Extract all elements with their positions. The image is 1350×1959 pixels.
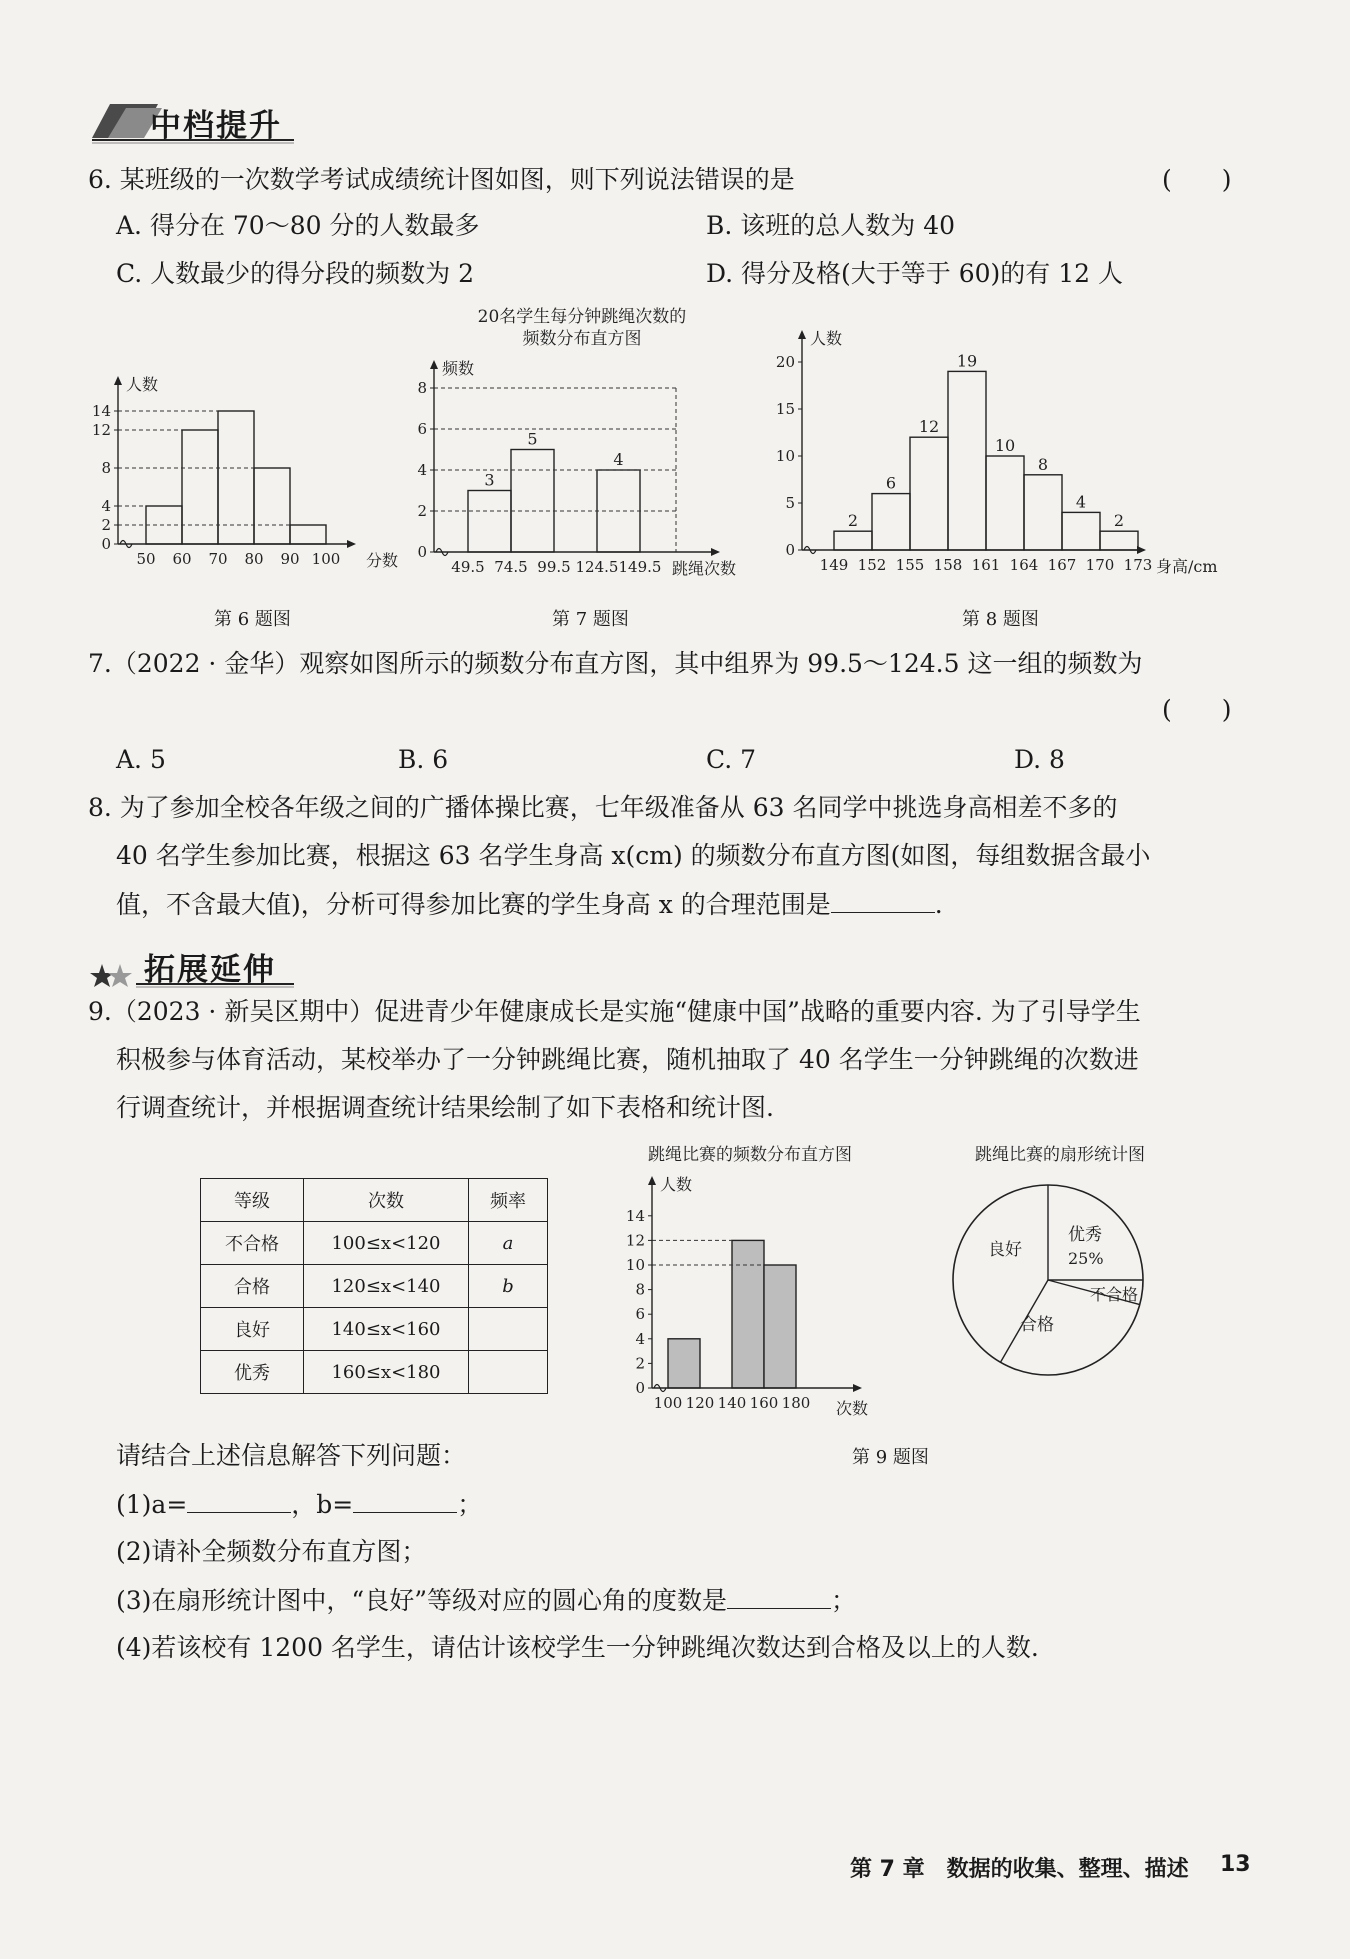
q8-answer-blank[interactable]	[831, 888, 935, 913]
y-tick-label: 5	[785, 494, 795, 512]
q8-line2: 40 名学生参加比赛，根据这 63 名学生身高 x(cm) 的频数分布直方图(如图，每组数据含最小	[116, 841, 1151, 870]
pie-slice-label: 不合格	[1090, 1285, 1139, 1304]
q6-option-a: A. 得分在 70～80 分的人数最多	[116, 211, 480, 240]
x-tick-label: 149	[819, 556, 849, 574]
y-tick-label: 0	[101, 535, 111, 553]
fig9-caption: 第 9 题图	[852, 1447, 929, 1468]
table-cell: 合格	[201, 1265, 304, 1308]
table-cell: 160≤x<180	[304, 1351, 469, 1394]
x-axis-label: 身高/cm	[1156, 557, 1218, 576]
bar-data-label: 8	[1037, 454, 1049, 474]
q9-answer-b-blank[interactable]	[353, 1488, 457, 1513]
section-header-ext	[88, 942, 298, 986]
fig7-histogram	[412, 306, 762, 588]
q6-answer-paren: ( )	[1162, 165, 1232, 194]
bar-data-label: 4	[613, 450, 624, 469]
table-row	[201, 1265, 548, 1308]
bar-data-label: 12	[918, 417, 940, 437]
x-tick-label: 180	[781, 1394, 811, 1412]
section-title-mid: 中档提升	[150, 108, 282, 144]
histogram-bar	[764, 1265, 796, 1388]
q9-part3-text: (3)在扇形统计图中，“良好”等级对应的圆心角的度数是	[116, 1586, 727, 1615]
x-tick-label: 167	[1047, 556, 1077, 574]
fig6-caption: 第 6 题图	[214, 609, 291, 630]
y-axis-label: 人数	[810, 329, 843, 348]
bar-data-label: 19	[956, 351, 978, 371]
bar-data-label: 2	[1113, 511, 1125, 531]
q8-line3-text: 值，不含最大值)，分析可得参加比赛的学生身高 x 的合理范围是	[116, 890, 831, 919]
y-tick-label: 4	[417, 461, 427, 479]
table-cell	[469, 1308, 548, 1351]
fig8-histogram	[764, 320, 1244, 588]
y-tick-label: 0	[417, 543, 427, 561]
histogram-bar	[1062, 512, 1100, 550]
bar-data-label: 3	[484, 470, 495, 490]
table-row	[201, 1351, 548, 1394]
q7-stem: 7.（2022 · 金华）观察如图所示的频数分布直方图，其中组界为 99.5～124.5 这一组的频数为	[88, 649, 1143, 678]
table-row	[201, 1308, 548, 1351]
y-tick-label: 4	[101, 497, 111, 515]
y-tick-label: 0	[785, 541, 795, 559]
y-tick-label: 6	[417, 420, 427, 438]
histogram-bar	[834, 531, 872, 550]
x-tick-label: 170	[1085, 556, 1115, 574]
axis-arrow-icon	[430, 360, 438, 369]
y-tick-label: 8	[101, 459, 111, 477]
footer-page-number: 13	[1220, 1852, 1251, 1877]
q6-option-b: B. 该班的总人数为 40	[706, 211, 956, 240]
q9-part1-b-label: ，b=	[291, 1490, 354, 1519]
bar-data-label: 10	[994, 436, 1016, 455]
q9-grade-table	[200, 1178, 548, 1394]
x-tick-label: 90	[280, 550, 300, 568]
fig9-histogram	[610, 1140, 900, 1420]
q9-answer-a-blank[interactable]	[187, 1488, 291, 1513]
q9-line3: 行调查统计，并根据调查统计结果绘制了如下表格和统计图.	[116, 1093, 774, 1122]
fig6-histogram	[91, 368, 426, 588]
q7-option-d: D. 8	[1014, 745, 1065, 774]
table-cell: a	[469, 1222, 548, 1265]
histogram-bar	[511, 450, 554, 553]
x-tick-label: 49.5	[451, 558, 485, 576]
table-cell: 良好	[201, 1308, 304, 1351]
y-tick-label: 4	[635, 1329, 645, 1348]
histogram-bar	[910, 437, 948, 550]
histogram-bar	[218, 411, 254, 544]
y-tick-label: 14	[91, 402, 111, 420]
q6-option-c: C. 人数最少的得分段的频数为 2	[116, 259, 474, 288]
x-tick-label: 124.5	[575, 558, 619, 576]
x-tick-label: 99.5	[537, 558, 571, 576]
table-cell: b	[469, 1265, 548, 1308]
bar-data-label: 2	[847, 511, 859, 531]
axis-arrow-icon	[1137, 546, 1146, 554]
histogram-bar	[290, 525, 326, 544]
bar-data-label: 5	[527, 429, 538, 449]
x-axis-label: 次数	[836, 1399, 869, 1418]
y-tick-label: 2	[635, 1354, 645, 1373]
q9-part4: (4)若该校有 1200 名学生，请估计该校学生一分钟跳绳次数达到合格及以上的人数.	[116, 1633, 1039, 1662]
x-tick-label: 140	[717, 1394, 747, 1412]
q7-option-b: B. 6	[398, 745, 449, 774]
x-tick-label: 149.5	[618, 558, 662, 576]
q9-prompt: 请结合上述信息解答下列问题：	[116, 1441, 467, 1470]
y-tick-label: 6	[635, 1305, 645, 1324]
footer-chapter: 第 7 章 数据的收集、整理、描述	[850, 1857, 1189, 1882]
table-cell: 优秀	[201, 1351, 304, 1394]
x-tick-label: 155	[895, 556, 925, 574]
table-header-cell: 等级	[201, 1179, 304, 1222]
y-tick-label: 15	[775, 400, 795, 418]
bar-data-label: 6	[885, 473, 897, 493]
section-header-mid	[88, 98, 298, 142]
histogram-bar	[872, 494, 910, 550]
table-cell: 不合格	[201, 1222, 304, 1265]
chart-title: 跳绳比赛的频数分布直方图	[648, 1145, 852, 1165]
pie-title: 跳绳比赛的扇形统计图	[975, 1145, 1145, 1165]
fig7-caption: 第 7 题图	[552, 609, 629, 630]
q9-part1	[116, 1488, 482, 1521]
axis-arrow-icon	[798, 330, 806, 339]
histogram-bar	[1024, 475, 1062, 550]
q7-option-a: A. 5	[116, 745, 166, 774]
y-axis-label: 频数	[442, 359, 475, 378]
x-tick-label: 158	[933, 556, 963, 574]
q9-line1: 9.（2023 · 新吴区期中）促进青少年健康成长是实施“健康中国”战略的重要内容. 为了引导学生	[88, 997, 1141, 1026]
x-tick-label: 100	[653, 1394, 683, 1412]
axis-arrow-icon	[114, 376, 122, 385]
x-axis-label: 跳绳次数	[672, 559, 737, 578]
q9-line2: 积极参与体育活动，某校举办了一分钟跳绳比赛，随机抽取了 40 名学生一分钟跳绳的次数进	[116, 1045, 1139, 1074]
histogram-bar	[986, 456, 1024, 550]
axis-arrow-icon	[347, 540, 356, 548]
q7-option-c: C. 7	[706, 745, 757, 774]
x-tick-label: 80	[244, 550, 264, 568]
y-tick-label: 8	[417, 379, 427, 397]
table-cell: 120≤x<140	[304, 1265, 469, 1308]
table-header-cell: 次数	[304, 1179, 469, 1222]
y-tick-label: 12	[625, 1231, 645, 1250]
histogram-bar	[668, 1339, 700, 1388]
q9-part1-end: ；	[457, 1490, 483, 1519]
q6-option-d: D. 得分及格(大于等于 60)的有 12 人	[706, 259, 1124, 288]
histogram-bar	[468, 491, 511, 553]
q8-line3	[116, 888, 943, 921]
histogram-bar	[182, 430, 218, 544]
table-cell	[469, 1351, 548, 1394]
table-header-cell: 频率	[469, 1179, 548, 1222]
histogram-bar	[254, 468, 290, 544]
axis-arrow-icon	[648, 1176, 656, 1185]
pie-slice-label: 良好	[988, 1240, 1022, 1260]
x-tick-label: 160	[749, 1394, 779, 1412]
histogram-bar	[732, 1240, 764, 1388]
y-tick-label: 0	[635, 1379, 645, 1397]
x-tick-label: 100	[311, 550, 341, 568]
q8-line1: 8. 为了参加全校各年级之间的广播体操比赛，七年级准备从 63 名同学中挑选身高相差不多的	[88, 793, 1118, 822]
q6-stem: 6. 某班级的一次数学考试成绩统计图如图，则下列说法错误的是	[88, 165, 795, 194]
table-cell: 140≤x<160	[304, 1308, 469, 1351]
x-tick-label: 120	[685, 1394, 715, 1412]
table-row	[201, 1222, 548, 1265]
pie-slice-percent: 25%	[1068, 1249, 1104, 1268]
x-tick-label: 50	[136, 550, 156, 568]
axis-arrow-icon	[711, 548, 720, 556]
y-axis-label: 人数	[660, 1175, 693, 1194]
y-axis-label: 人数	[126, 375, 159, 394]
bar-data-label: 4	[1075, 492, 1087, 512]
q9-answer-angle-blank[interactable]	[727, 1584, 831, 1609]
section-title-ext: 拓展延伸	[144, 952, 276, 988]
y-tick-label: 10	[625, 1256, 645, 1274]
y-tick-label: 8	[635, 1280, 645, 1299]
fig8-caption: 第 8 题图	[962, 609, 1039, 630]
x-tick-label: 74.5	[494, 558, 528, 576]
x-tick-label: 60	[172, 550, 192, 568]
q7-answer-paren: ( )	[1162, 695, 1232, 724]
table-cell: 100≤x<120	[304, 1222, 469, 1265]
histogram-bar	[948, 371, 986, 550]
q9-part1-a-label: (1)a=	[116, 1490, 188, 1519]
x-tick-label: 173	[1123, 556, 1153, 574]
x-tick-label: 164	[1009, 556, 1039, 574]
q9-part2: (2)请补全频数分布直方图；	[116, 1537, 427, 1566]
y-tick-label: 14	[625, 1206, 645, 1225]
x-tick-label: 161	[971, 556, 1001, 574]
x-tick-label: 152	[857, 556, 887, 574]
y-tick-label: 2	[417, 502, 427, 520]
histogram-bar	[1100, 531, 1138, 550]
q8-line3-end: .	[934, 890, 943, 919]
chart-title: 20名学生每分钟跳绳次数的	[477, 307, 687, 327]
axis-arrow-icon	[853, 1384, 862, 1392]
table-header-row	[201, 1179, 548, 1222]
x-axis-label: 分数	[366, 551, 399, 570]
fig9-pie-chart	[940, 1140, 1180, 1400]
chart-title: 频数分布直方图	[522, 329, 642, 349]
y-tick-label: 10	[775, 447, 795, 465]
y-tick-label: 12	[91, 421, 111, 439]
pie-slice-label: 合格	[1020, 1315, 1054, 1335]
pie-slice-label: 优秀	[1068, 1225, 1102, 1245]
x-tick-label: 70	[208, 550, 228, 568]
y-tick-label: 20	[775, 353, 795, 371]
y-tick-label: 2	[101, 516, 111, 534]
q9-part3	[116, 1584, 856, 1617]
q9-part3-end: ；	[830, 1586, 856, 1615]
